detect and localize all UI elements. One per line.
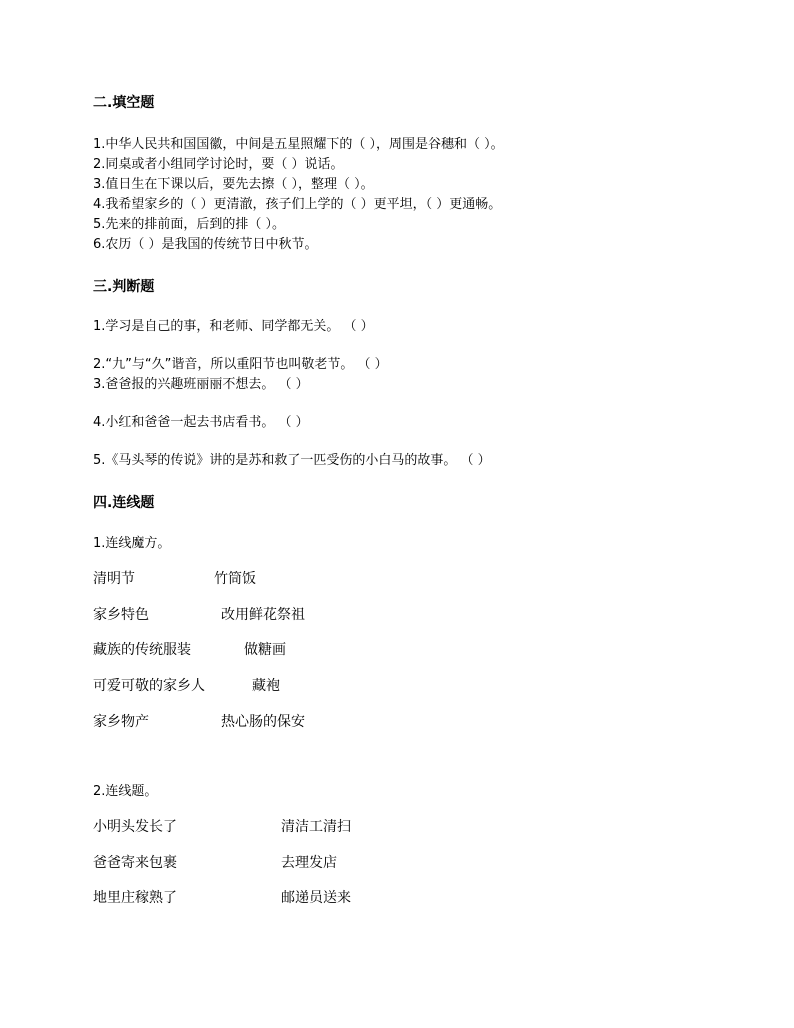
connect-q2-right-3: 邮递员送来 [281,890,351,906]
connect-q1-left-1: 清明节 [93,571,135,587]
fill-item-4: 4.我希望家乡的（ ）更清澈，孩子们上学的（ ）更平坦，（ ）更通畅。 [93,197,502,212]
connect-q1-right-3: 做糖画 [244,642,286,658]
section-title-connect: 四.连线题 [93,495,155,511]
judge-item-2: 2.“九”与“久”谐音，所以重阳节也叫敬老节。 （ ） [93,357,388,372]
judge-item-3: 3.爸爸报的兴趣班丽丽不想去。 （ ） [93,377,309,392]
judge-item-4: 4.小红和爸爸一起去书店看书。 （ ） [93,415,309,430]
connect-q2-left-3: 地里庄稼熟了 [93,890,177,906]
connect-q2-label: 2.连线题。 [93,784,158,799]
connect-q1-right-4: 藏袍 [252,678,280,694]
connect-q1-left-4: 可爱可敬的家乡人 [93,678,205,694]
fill-item-5: 5.先来的排前面，后到的排（ ）。 [93,217,286,232]
fill-item-3: 3.值日生在下课以后，要先去擦（ ），整理（ ）。 [93,177,374,192]
judge-item-1: 1.学习是自己的事，和老师、同学都无关。 （ ） [93,319,374,334]
connect-q1-left-5: 家乡物产 [93,714,149,730]
connect-q1-left-2: 家乡特色 [93,607,149,623]
fill-item-1: 1.中华人民共和国国徽，中间是五星照耀下的（ ），周围是谷穗和（ ）。 [93,137,504,152]
fill-item-2: 2.同桌或者小组同学讨论时，要（ ）说话。 [93,157,344,172]
connect-q2-right-2: 去理发店 [281,855,337,871]
connect-q2-left-1: 小明头发长了 [93,819,177,835]
judge-item-5: 5.《马头琴的传说》讲的是苏和救了一匹受伤的小白马的故事。 （ ） [93,453,491,468]
connect-q1-label: 1.连线魔方。 [93,536,171,551]
section-title-judge: 三.判断题 [93,279,155,295]
connect-q1-right-2: 改用鲜花祭祖 [221,607,305,623]
connect-q1-left-3: 藏族的传统服装 [93,642,191,658]
section-title-fill: 二.填空题 [93,95,155,111]
connect-q2-left-2: 爸爸寄来包裹 [93,855,177,871]
connect-q1-right-5: 热心肠的保安 [221,714,305,730]
connect-q2-right-1: 清洁工清扫 [281,819,351,835]
connect-q1-right-1: 竹筒饭 [214,571,256,587]
fill-item-6: 6.农历（ ）是我国的传统节日中秋节。 [93,237,318,252]
